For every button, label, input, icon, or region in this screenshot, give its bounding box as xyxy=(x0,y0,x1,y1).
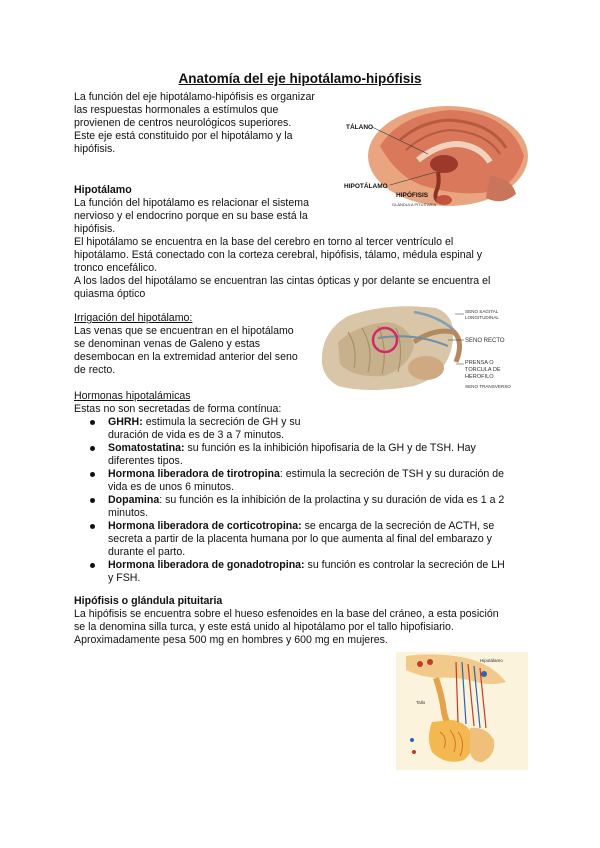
list-item xyxy=(74,416,526,442)
hipotalamo-line: El hipotálamo se encuentra en la base del cerebro en torno al tercer ventrículo el xyxy=(74,236,454,248)
hormonas-heading: Hormonas hipotalámicas xyxy=(74,390,191,402)
irrigacion-line: desembocan en la extremidad anterior del seno xyxy=(74,351,298,363)
bullet xyxy=(90,563,95,568)
pituitary-diagram-figure xyxy=(396,652,528,770)
label-herofilo: HEROFILO xyxy=(465,374,494,380)
venous-sinus-figure xyxy=(318,302,530,394)
label-seno-sagital: SENO SAGITAL xyxy=(465,309,499,314)
hormone-desc: : estimula la secreción de TSH y su duración de xyxy=(279,468,505,480)
hipotalamo-line: hipotálamo. Está conectado con la corteza cerebral, hipófisis, tálamo, médula espinal y xyxy=(74,249,483,261)
hormone-desc: vida es de unos 6 minutos. xyxy=(108,481,235,493)
label-seno-transverso: SENO TRANSVERSO xyxy=(465,384,511,389)
irrigacion-paragraph xyxy=(74,325,324,377)
label-hipotalamo: HIPOTÁLAMO xyxy=(344,183,388,190)
hormone-desc: : su función es la inhibición de la prolactina y su duración de vida es 1 a 2 xyxy=(159,494,505,506)
intro-line: hipófisis. xyxy=(74,143,116,155)
hormonas-intro: Estas no son secretadas de forma contínua: xyxy=(74,403,282,415)
hormone-desc: y FSH. xyxy=(108,572,141,584)
hormone-name: Hormona liberadora de gonadotropina: xyxy=(108,559,305,571)
irrigacion-line: de recto. xyxy=(74,364,116,376)
hormone-desc: diferentes tipos. xyxy=(108,455,183,467)
hormone-name: Hormona liberadora de tirotropina xyxy=(108,468,280,480)
label-torcula: TORCULA DE xyxy=(465,367,501,373)
hormone-list xyxy=(74,416,526,585)
list-item xyxy=(74,520,526,559)
hipotalamo-line: quiasma óptico xyxy=(74,288,146,300)
list-item xyxy=(74,468,526,494)
hormone-desc: duración de vida es de 3 a 7 minutos. xyxy=(108,429,285,441)
label-tallo: Tallo xyxy=(416,700,426,705)
hipofisis-paragraph xyxy=(74,608,534,647)
hipofisis-line: se la denomina silla turca, y este está unido al hipotálamo por el tallo hipofisiario. xyxy=(74,621,454,633)
hipotalamo-paragraph xyxy=(74,197,534,301)
hipofisis-heading: Hipófisis o glándula pituitaria xyxy=(74,595,223,607)
hipotalamo-line: A los lados del hipotálamo se encuentran las cintas ópticas y por delante se encuentra el xyxy=(74,275,491,287)
intro-paragraph xyxy=(74,91,344,156)
hormone-desc: durante el parto. xyxy=(108,546,186,558)
bullet xyxy=(90,420,95,425)
list-item xyxy=(74,559,526,585)
hormone-desc: se encarga de la secreción de ACTH, se xyxy=(304,520,495,532)
irrigacion-line: Las venas que se encuentran en el hipotálamo xyxy=(74,325,294,337)
hipotalamo-line: nervioso y el endocrino porque en su base está la xyxy=(74,210,308,222)
hipofisis-line: La hipófisis se encuentra sobre el hueso esfenoides en la base del cráneo, a esta posición xyxy=(74,608,499,620)
hormone-name: Hormona liberadora de corticotropina: xyxy=(108,520,302,532)
list-item xyxy=(74,442,526,468)
intro-line: Este eje está constituido por el hipotálamo y la xyxy=(74,130,293,142)
label-hipotalamo-diagram: Hipotálamo xyxy=(480,658,503,663)
bullet xyxy=(90,498,95,503)
label-prensa: PRENSA O xyxy=(465,360,494,366)
hormone-desc: estimula la secreción de GH y su xyxy=(145,416,301,428)
hipotalamo-line: tronco encefálico. xyxy=(74,262,158,274)
hormone-desc: su función es la inhibición hipofisaria de la GH y de TSH. Hay xyxy=(187,442,476,454)
hipofisis-line: Aproximadamente pesa 500 mg en hombres y 600 mg en mujeres. xyxy=(74,634,388,646)
bullet xyxy=(90,472,95,477)
intro-line: La función del eje hipotálamo-hipófisis es organizar xyxy=(74,91,315,103)
bullet xyxy=(90,524,95,529)
hipotalamo-line: La función del hipotálamo es relacionar el sistema xyxy=(74,197,309,209)
hipotalamo-line: hipófisis. xyxy=(74,223,116,235)
page-title: Anatomía del eje hipotálamo-hipófisis xyxy=(178,71,422,86)
irrigacion-line: se denominan venas de Galeno y estas xyxy=(74,338,261,350)
label-longitudinal: LONGITUDINAL xyxy=(465,315,499,320)
bullet xyxy=(90,446,95,451)
list-item xyxy=(74,494,526,520)
label-glandula-pituitaria: GLÁNDULA PITUITARIA xyxy=(392,202,437,207)
hormone-desc: su función es controlar la secreción de LH xyxy=(307,559,505,571)
hormone-name: Dopamina xyxy=(108,494,160,506)
hormone-desc: secreta a partir de la placenta humana por lo que aumenta al final del embarazo y xyxy=(108,533,492,545)
intro-line: las respuestas hormonales a estímulos que xyxy=(74,104,279,116)
hipotalamo-heading: Hipotálamo xyxy=(74,184,132,196)
label-seno-recto: SENO RECTO xyxy=(465,338,505,344)
label-hipofisis: HIPÓFISIS xyxy=(396,192,429,199)
intro-line: provienen de centros neurológicos superiores. xyxy=(74,117,292,129)
hormone-name: GHRH: xyxy=(108,416,143,428)
hormone-desc: minutos. xyxy=(108,507,149,519)
hormone-name: Somatostatina: xyxy=(108,442,185,454)
label-talamo: TÁLANO xyxy=(346,124,374,131)
irrigacion-heading: Irrigación del hipotálamo: xyxy=(74,312,193,324)
